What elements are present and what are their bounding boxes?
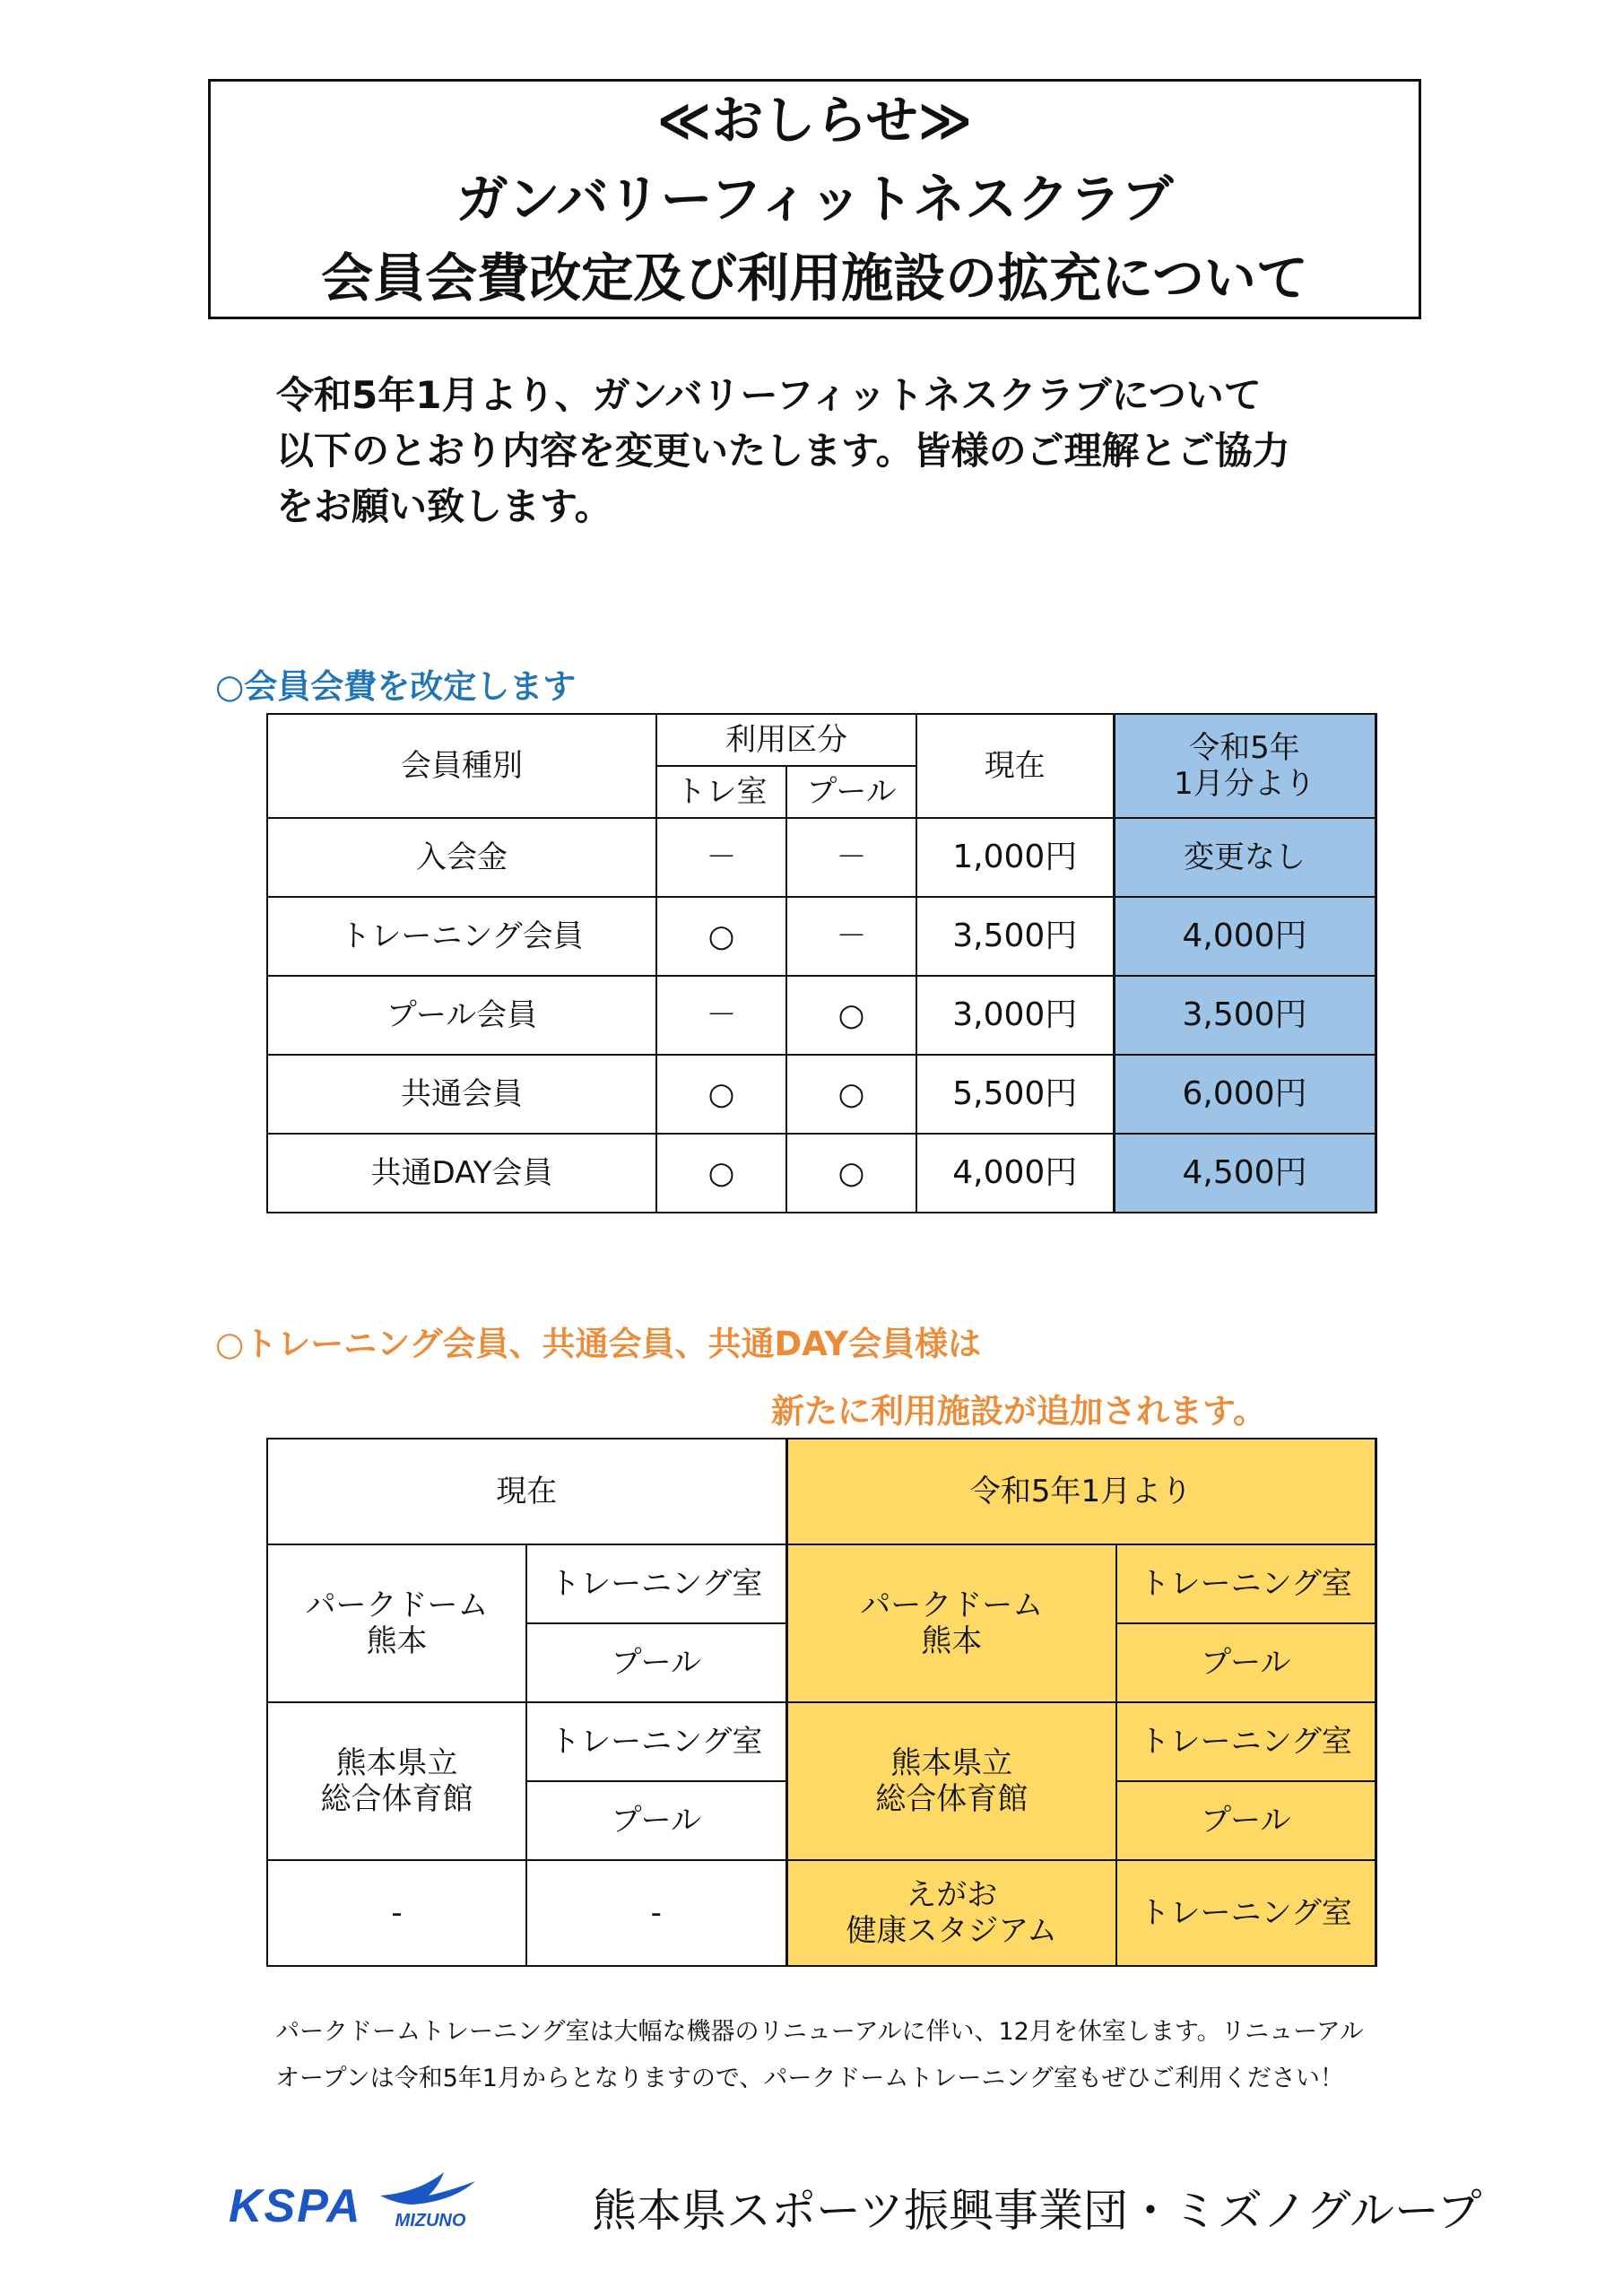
new-room: トレーニング室 <box>1116 1544 1376 1623</box>
header-usage: 利用区分 <box>656 714 916 766</box>
mizuno-logo <box>377 2169 484 2231</box>
table-row <box>267 1055 1376 1134</box>
pool-mark: ○ <box>786 1134 916 1213</box>
table-row <box>267 897 1376 976</box>
new-fee: 6,000円 <box>1114 1055 1376 1134</box>
new-room: トレーニング室 <box>1116 1860 1376 1966</box>
new-room: トレーニング室 <box>1116 1702 1376 1781</box>
new-fee: 変更なし <box>1114 818 1376 897</box>
current-fee: 3,000円 <box>916 976 1114 1055</box>
table-row <box>267 1134 1376 1213</box>
current-venue <box>267 1702 526 1860</box>
header-new-line-1: 令和5年 <box>1189 730 1300 766</box>
current-fee: 1,000円 <box>916 818 1114 897</box>
current-room: トレーニング室 <box>526 1544 786 1623</box>
member-type: 入会金 <box>267 818 656 897</box>
title-box <box>208 79 1421 319</box>
venue-line-2: 総合体育館 <box>875 1781 1028 1817</box>
header-pool: プール <box>786 766 916 818</box>
training-mark: ○ <box>656 1055 786 1134</box>
header-current: 現在 <box>916 714 1114 818</box>
new-room: プール <box>1116 1623 1376 1702</box>
venue-line-1: えがお <box>906 1877 998 1913</box>
intro-line-2: 以下のとおり内容を変更いたします。皆様のご理解とご協力 <box>276 429 1290 473</box>
new-venue <box>786 1860 1116 1966</box>
footnote-line-1: パークドームトレーニング室は大幅な機器のリニューアルに伴い、12月を休室します。リニューアル <box>275 2018 1364 2046</box>
venue-line-1: パークドーム <box>305 1587 489 1623</box>
new-room: プール <box>1116 1781 1376 1860</box>
member-type: プール会員 <box>267 976 656 1055</box>
new-venue <box>786 1544 1116 1702</box>
pool-mark: ○ <box>786 976 916 1055</box>
new-fee: 4,500円 <box>1114 1134 1376 1213</box>
intro-line-3: をお願い致します。 <box>276 484 612 528</box>
venue-line-2: 健康スタジアム <box>846 1913 1058 1949</box>
kspa-logo: KSPA <box>229 2180 362 2232</box>
new-fee: 4,000円 <box>1114 897 1376 976</box>
table-row <box>267 818 1376 897</box>
fee-table <box>266 713 1377 1213</box>
facility-section-heading-line-1: ○トレーニング会員、共通会員、共通DAY会員様は <box>215 1325 982 1363</box>
pool-mark: － <box>786 897 916 976</box>
current-fee: 3,500円 <box>916 897 1114 976</box>
current-venue <box>267 1544 526 1702</box>
table-row <box>267 1702 1376 1781</box>
training-mark: － <box>656 976 786 1055</box>
table-row <box>267 1544 1376 1623</box>
table-row <box>267 1860 1376 1966</box>
venue-line-1: パークドーム <box>860 1587 1044 1623</box>
training-mark: ○ <box>656 897 786 976</box>
header-new-fee <box>1114 714 1376 818</box>
facility-table <box>266 1438 1377 1967</box>
header-new-line-2: 1月分より <box>1174 766 1315 802</box>
new-fee: 3,500円 <box>1114 976 1376 1055</box>
title-line-1: ≪おしらせ≫ <box>656 90 973 151</box>
footnote <box>275 2009 1441 2102</box>
intro-paragraph <box>276 368 1442 535</box>
pool-mark: － <box>786 818 916 897</box>
header-training-room: トレ室 <box>656 766 786 818</box>
header-current-facilities: 現在 <box>267 1439 786 1544</box>
title-line-2: ガンバリーフィットネスクラブ <box>456 169 1174 230</box>
pool-mark: ○ <box>786 1055 916 1134</box>
title-line-3: 会員会費改定及び利用施設の拡充について <box>321 248 1308 309</box>
mizuno-wordmark: MIZUNO <box>395 2211 466 2231</box>
current-fee: 5,500円 <box>916 1055 1114 1134</box>
intro-line-1: 令和5年1月より、ガンバリーフィットネスクラブについて <box>276 373 1262 417</box>
new-venue <box>786 1702 1116 1860</box>
current-venue: - <box>267 1860 526 1966</box>
current-fee: 4,000円 <box>916 1134 1114 1213</box>
member-type: トレーニング会員 <box>267 897 656 976</box>
header-member-type: 会員種別 <box>267 714 656 818</box>
current-room: トレーニング室 <box>526 1702 786 1781</box>
footnote-line-2: オープンは令和5年1月からとなりますので、パークドームトレーニング室もぜひご利用ください！ <box>275 2065 1344 2092</box>
header-new-facilities: 令和5年1月より <box>786 1439 1376 1544</box>
fee-section-heading: ○会員会費を改定します <box>215 667 577 706</box>
venue-line-1: 熊本県立 <box>335 1745 458 1781</box>
mizuno-runbird-icon <box>380 2172 475 2205</box>
current-room: プール <box>526 1781 786 1860</box>
training-mark: － <box>656 818 786 897</box>
venue-line-2: 総合体育館 <box>320 1781 473 1817</box>
member-type: 共通DAY会員 <box>267 1134 656 1213</box>
table-row <box>267 976 1376 1055</box>
venue-line-2: 熊本 <box>921 1623 983 1659</box>
member-type: 共通会員 <box>267 1055 656 1134</box>
venue-line-2: 熊本 <box>366 1623 428 1659</box>
facility-section-heading-line-2: 新たに利用施設が追加されます。 <box>771 1392 1267 1431</box>
venue-line-1: 熊本県立 <box>890 1745 1013 1781</box>
training-mark: ○ <box>656 1134 786 1213</box>
current-room: - <box>526 1860 786 1966</box>
current-room: プール <box>526 1623 786 1702</box>
organization-name: 熊本県スポーツ振興事業団・ミズノグループ <box>592 2185 1482 2237</box>
